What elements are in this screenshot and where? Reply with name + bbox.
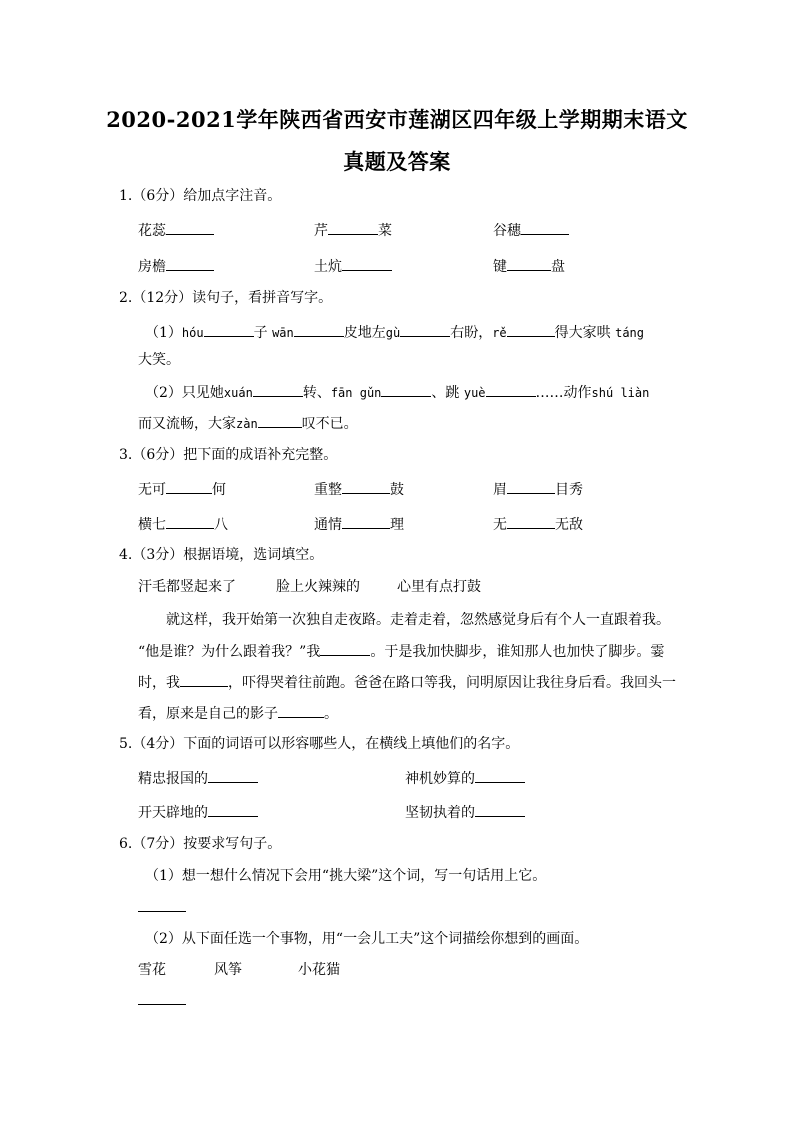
q6-sub-1: （1）想一想什么情况下会用“挑大梁”这个词，写一句话用上它。	[145, 868, 547, 884]
answer-blank[interactable]	[258, 413, 302, 428]
q4-option-2: 脸上火辣辣的	[276, 579, 360, 595]
q1-item-6: 键 盘	[493, 256, 565, 276]
q3-item-6: 无 无敌	[493, 514, 583, 534]
answer-blank[interactable]	[400, 322, 450, 337]
answer-blank[interactable]	[475, 768, 525, 783]
answer-blank[interactable]	[166, 514, 214, 529]
answer-blank[interactable]	[521, 220, 569, 235]
q6-thing-3: 小花猫	[298, 962, 340, 978]
q1-item-1: 花蕊	[138, 220, 214, 240]
q2-line-3: （2）只见她xuán 转、fān gǔn 、跳 yuè ……动作shú liàn	[145, 382, 649, 402]
q3-heading: 3.（6分）把下面的成语补充完整。	[119, 447, 338, 463]
answer-blank[interactable]	[507, 256, 551, 271]
answer-blank[interactable]	[166, 220, 214, 235]
q6-heading: 6.（7分）按要求写句子。	[119, 836, 282, 852]
answer-blank[interactable]	[507, 322, 555, 337]
answer-blank[interactable]	[475, 802, 525, 817]
q3-item-3: 眉 目秀	[493, 479, 583, 499]
answer-blank[interactable]	[328, 220, 378, 235]
q1-item-3: 谷穗	[493, 220, 569, 240]
answer-blank[interactable]	[320, 641, 370, 656]
answer-blank[interactable]	[204, 322, 254, 337]
answer-blank[interactable]	[208, 768, 258, 783]
answer-blank[interactable]	[180, 672, 228, 687]
q4-passage-line-3: 时，我 ，吓得哭着往前跑。爸爸在路口等我，问明原因让我往身后看。我回头一	[138, 672, 676, 692]
q1-heading: 1.（6分）给加点字注音。	[119, 188, 282, 204]
q3-item-4: 横七 八	[138, 514, 228, 534]
q3-item-2: 重整 鼓	[314, 479, 404, 499]
answer-blank[interactable]	[507, 479, 555, 494]
answer-blank[interactable]	[278, 703, 324, 718]
answer-blank[interactable]	[381, 382, 431, 397]
q5-item-2: 神机妙算的	[405, 768, 525, 788]
q6-thing-1: 雪花	[138, 962, 166, 978]
q2-line-1: （1）hóu 子 wān 皮地左gù 右盼，rě 得大家哄 táng	[145, 322, 644, 342]
q4-passage-line-2: “他是谁？为什么跟着我？”我 。于是我加快脚步，谁知那人也加快了脚步。霎	[138, 641, 664, 661]
q1-item-4: 房檐	[138, 256, 214, 276]
q5-item-1: 精忠报国的	[138, 768, 258, 788]
answer-blank[interactable]	[507, 514, 555, 529]
q5-item-3: 开天辟地的	[138, 802, 258, 822]
q6-answer-1	[138, 897, 186, 917]
q6-answer-2	[138, 990, 186, 1010]
answer-blank[interactable]	[208, 802, 258, 817]
page-title-line1: 2020-2021学年陕西省西安市莲湖区四年级上学期期末语文	[106, 107, 688, 132]
answer-blank[interactable]	[166, 479, 212, 494]
q2-line-4: 而又流畅，大家zàn 叹不已。	[138, 413, 358, 433]
q5-item-4: 坚韧执着的	[405, 802, 525, 822]
answer-blank[interactable]	[342, 514, 390, 529]
q5-heading: 5.（4分）下面的词语可以形容哪些人，在横线上填他们的名字。	[119, 736, 520, 752]
answer-blank[interactable]	[166, 256, 214, 271]
q1-item-5: 土炕	[314, 256, 392, 276]
page-title-line2: 真题及答案	[343, 149, 451, 174]
answer-blank[interactable]	[486, 382, 536, 397]
answer-blank[interactable]	[342, 479, 390, 494]
q4-passage-line-4: 看，原来是自己的影子 。	[138, 703, 338, 723]
q1-item-2: 芹 菜	[314, 220, 392, 240]
q4-option-3: 心里有点打鼓	[397, 579, 481, 595]
q6-thing-2: 风筝	[214, 962, 242, 978]
q2-line-2: 大笑。	[138, 352, 180, 368]
answer-blank[interactable]	[294, 322, 344, 337]
answer-blank[interactable]	[138, 990, 186, 1005]
q4-passage-line-1: 就这样，我开始第一次独自走夜路。走着走着，忽然感觉身后有个人一直跟着我。	[166, 612, 670, 628]
answer-blank[interactable]	[138, 897, 186, 912]
q3-item-1: 无可 何	[138, 479, 226, 499]
q4-option-1: 汗毛都竖起来了	[138, 579, 236, 595]
q4-heading: 4.（3分）根据语境，选词填空。	[119, 547, 324, 563]
q2-heading: 2.（12分）读句子，看拼音写字。	[119, 290, 333, 306]
q6-sub-2: （2）从下面任选一个事物，用“一会儿工夫”这个词描绘你想到的画面。	[145, 931, 589, 947]
q3-item-5: 通情 理	[314, 514, 404, 534]
answer-blank[interactable]	[342, 256, 392, 271]
answer-blank[interactable]	[253, 382, 303, 397]
